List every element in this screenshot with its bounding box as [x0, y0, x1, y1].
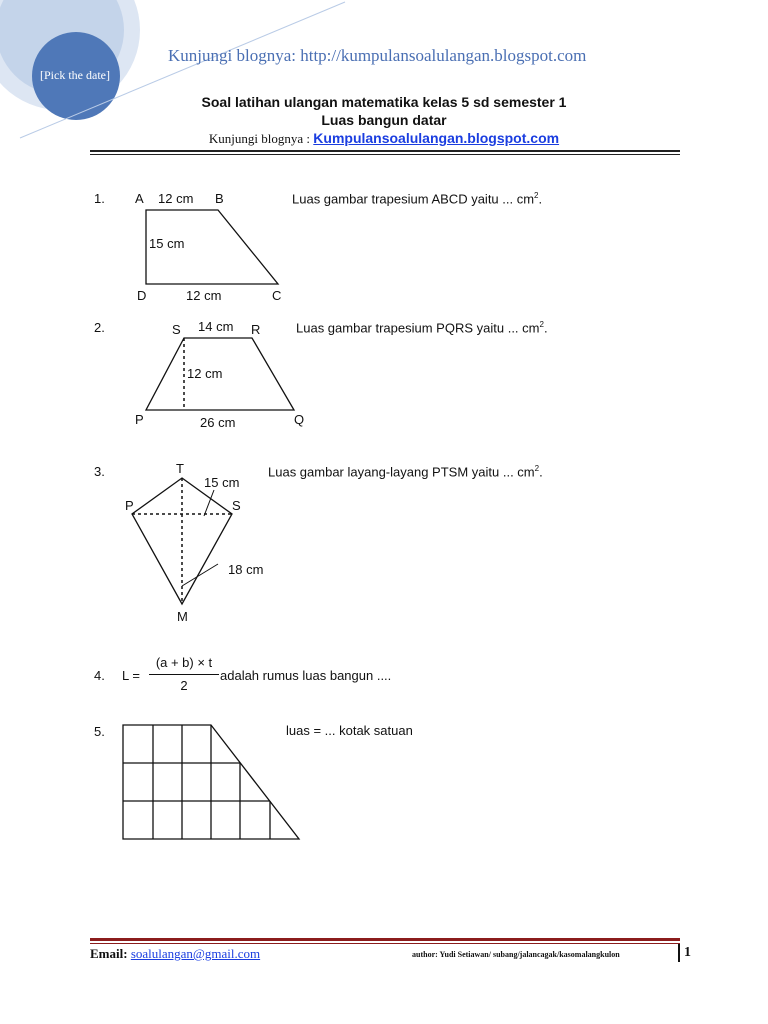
side-length: 15 cm: [149, 236, 185, 251]
height-length: 12 cm: [187, 366, 223, 381]
page-title: Soal latihan ulangan matematika kelas 5 sd semester 1: [201, 94, 567, 110]
vertex-m: M: [177, 609, 188, 624]
formula-prefix: L =: [122, 668, 140, 683]
question-2-number: 2.: [94, 320, 105, 335]
formula-denominator: 2: [180, 678, 188, 693]
footer-separator: [678, 944, 680, 962]
question-1-body: Luas gambar trapesium ABCD yaitu ... cm: [292, 191, 535, 207]
footer-email-label: Email:: [90, 946, 128, 961]
question-3-suffix: .: [539, 464, 543, 480]
question-1-text: [292, 191, 542, 206]
vertex-s: S: [232, 498, 241, 513]
question-3-kite: [120, 460, 280, 630]
bottom-length: 12 cm: [186, 288, 222, 303]
footer-email: [90, 946, 260, 962]
question-4-number: 4.: [94, 668, 105, 683]
diagonal-length-15: 15 cm: [204, 475, 240, 490]
page-subtitle: Luas bangun datar: [321, 112, 447, 128]
vertex-s: S: [172, 322, 181, 337]
question-2-suffix: .: [543, 320, 548, 336]
label-pointer-15: [204, 490, 214, 516]
header-blog-link[interactable]: Kunjungi blognya: http://kumpulansoalulangan.blogspot.com: [168, 46, 587, 65]
vertex-c: C: [272, 288, 282, 303]
vertex-q: Q: [294, 412, 305, 427]
page-number: 1: [684, 945, 691, 960]
footer-divider-thin: [90, 943, 680, 944]
visit-link[interactable]: Kumpulansoalulangan.blogspot.com: [313, 130, 560, 146]
footer-divider: [90, 938, 680, 941]
vertex-r: R: [251, 322, 261, 337]
vertex-b: B: [215, 191, 224, 206]
header-divider: [90, 150, 680, 152]
label-pointer-18: [182, 564, 218, 586]
formula-numerator: (a + b) × t: [155, 655, 213, 670]
question-2-body: Luas gambar trapesium PQRS yaitu ... cm: [296, 320, 540, 336]
question-2-sup: 2: [539, 320, 544, 329]
visit-prefix: Kunjungi blognya :: [208, 131, 311, 146]
vertex-p: P: [135, 412, 144, 427]
question-1-sup: 2: [534, 191, 539, 200]
vertex-p: P: [125, 498, 134, 513]
top-length: 14 cm: [198, 319, 234, 334]
diagonal-length-18: 18 cm: [228, 562, 264, 577]
question-4-text: adalah rumus luas bangun ....: [220, 668, 392, 683]
question-3-text: [268, 464, 543, 479]
vertex-a: A: [135, 191, 144, 206]
visit-line: [0, 130, 768, 147]
bottom-length: 26 cm: [200, 415, 236, 430]
question-2-trapezoid: [130, 316, 320, 436]
question-5-text: luas = ... kotak satuan: [286, 723, 413, 738]
top-length: 12 cm: [158, 191, 194, 206]
question-1-trapezoid: [130, 186, 300, 306]
vertex-t: T: [176, 461, 184, 476]
footer-author: author: Yudi Setiawan/ subang/jalancagak/kasomalangkulon: [412, 950, 620, 959]
fraction-bar: [149, 674, 219, 675]
question-2-text: [296, 320, 548, 335]
question-3-body: Luas gambar layang-layang PTSM yaitu ... cm: [268, 464, 535, 480]
vertex-d: D: [137, 288, 147, 303]
date-placeholder[interactable]: [Pick the date]: [40, 67, 110, 82]
question-5-grid-shape: [118, 720, 308, 846]
question-1-number: 1.: [94, 191, 105, 206]
question-1-suffix: .: [538, 191, 543, 207]
question-3-number: 3.: [94, 464, 105, 479]
header-divider-thin: [90, 154, 680, 155]
footer-email-link[interactable]: soalulangan@gmail.com: [130, 946, 261, 961]
question-3-sup: 2: [534, 464, 540, 473]
question-5-number: 5.: [94, 724, 105, 739]
